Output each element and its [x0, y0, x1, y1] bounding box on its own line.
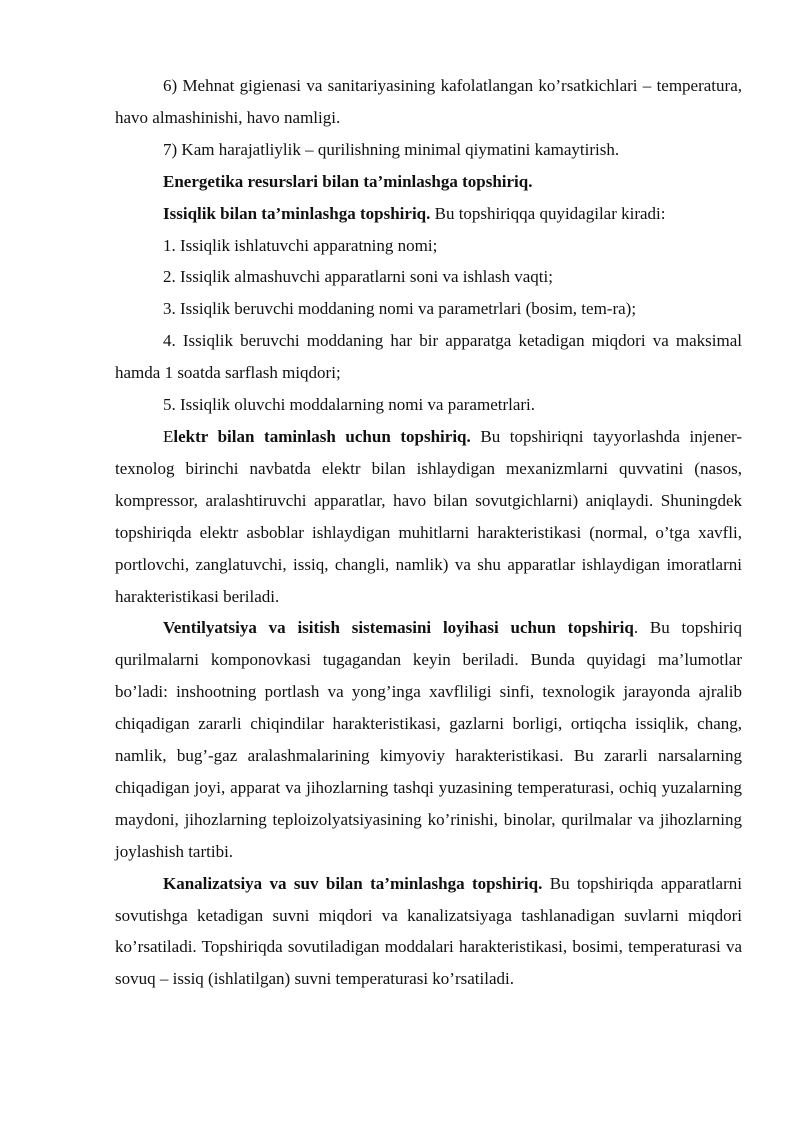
ventilation-title: Ventilyatsiya va isitish sistemasini loyihasi uchun topshiriq	[163, 618, 634, 638]
paragraph-item-7	[115, 134, 742, 166]
sewer-text: Bu topshiriqda apparatlarni sovutishga ketadigan suvni miqdori va kanalizatsiyaga tashlanadigan suvlarni miqdori ko’rsatiladi. Topshiriqda sovutiladigan moddalari harakteristikasi, bosimi, temperaturasi va sovuq – issiq (ishlatilgan) suvni temperaturasi ko’rsatiladi.	[115, 873, 742, 989]
list-item-text: 1. Issiqlik ishlatuvchi apparatning nomi;	[163, 235, 438, 255]
sewer-title: Kanalizatsiya va suv bilan ta’minlashga topshiriq.	[163, 873, 543, 893]
paragraph-item-6	[115, 70, 742, 134]
heat-list-item	[115, 230, 742, 262]
paragraph-text: 7) Kam harajatliylik – qurilishning minimal qiymatini kamaytirish.	[163, 139, 620, 159]
document-page	[115, 70, 742, 995]
heat-title: Issiqlik bilan ta’minlashga topshiriq.	[163, 203, 431, 223]
sewer-paragraph	[115, 868, 742, 996]
heat-list-item	[115, 325, 742, 389]
heat-text: Bu topshiriqqa quyidagilar kiradi:	[430, 203, 666, 223]
electric-paragraph	[115, 421, 742, 612]
heat-paragraph	[115, 198, 742, 230]
heat-list-item	[115, 261, 742, 293]
list-item-text: 4. Issiqlik beruvchi moddaning har bir apparatga ketadigan miqdori va maksimal hamda 1 soatda sarflash miqdori;	[115, 331, 742, 383]
electric-text: Bu topshiriqni tayyorlashda injener-texnolog birinchi navbatda elektr bilan ishlaydigan mexanizmlarni quvvatini (nasos, kompressor, aralashtiruvchi apparatlar, havo bilan sovutgichlarni) aniqlaydi. Shuningdek topshiriqda elektr asboblar ishlaydigan muhitlarni harakteristikasi (normal, o’tga xavfli, portlovchi, zanglatuvchi, issiq, changli, namlik) va shu apparatlar ishlaydigan imoratlarni harakteristikasi beriladi.	[115, 426, 742, 606]
heading-text: Energetika resurslari bilan ta’minlashga topshiriq.	[163, 171, 533, 191]
ventilation-paragraph	[115, 612, 742, 867]
paragraph-text: 6) Mehnat gigienasi va sanitariyasining kafolatlangan ko’rsatkichlari – temperatura, havo almashinishi, havo namligi.	[115, 76, 742, 127]
list-item-text: 5. Issiqlik oluvchi moddalarning nomi va parametrlari.	[163, 395, 536, 415]
list-item-text: 2. Issiqlik almashuvchi apparatlarni soni va ishlash vaqti;	[163, 267, 553, 287]
heat-list-item	[115, 293, 742, 325]
electric-title: lektr bilan taminlash uchun topshiriq.	[173, 426, 471, 446]
ventilation-text: . Bu topshiriq qurilmalarni komponovkasi tugagandan keyin beriladi. Bunda quyidagi ma’lumotlar bo’ladi: inshootning portlash va yong’inga xavfliligi sinfi, texnologik jarayonda ajralib chiqadigan zararli chiqindilar harakteristikasi, gazlarni borligi, ortiqcha issiqlik, chang, namlik, bug’-gaz aralashmalarining kimyoviy harakteristikasi. Bu zararli narsalarning chiqadigan joyi, apparat va jihozlarning tashqi yuzasining temperaturasi, ochiq yuzalarning maydoni, jihozlarning teploizolyatsiyasining ko’rinishi, binolar, qurilmalar va jihozlarning joylashish tartibi.	[115, 618, 742, 861]
heat-list-item	[115, 389, 742, 421]
energy-heading	[115, 166, 742, 198]
list-item-text: 3. Issiqlik beruvchi moddaning nomi va parametrlari (bosim, tem-ra);	[163, 299, 637, 319]
electric-title-first-letter: E	[163, 426, 174, 446]
